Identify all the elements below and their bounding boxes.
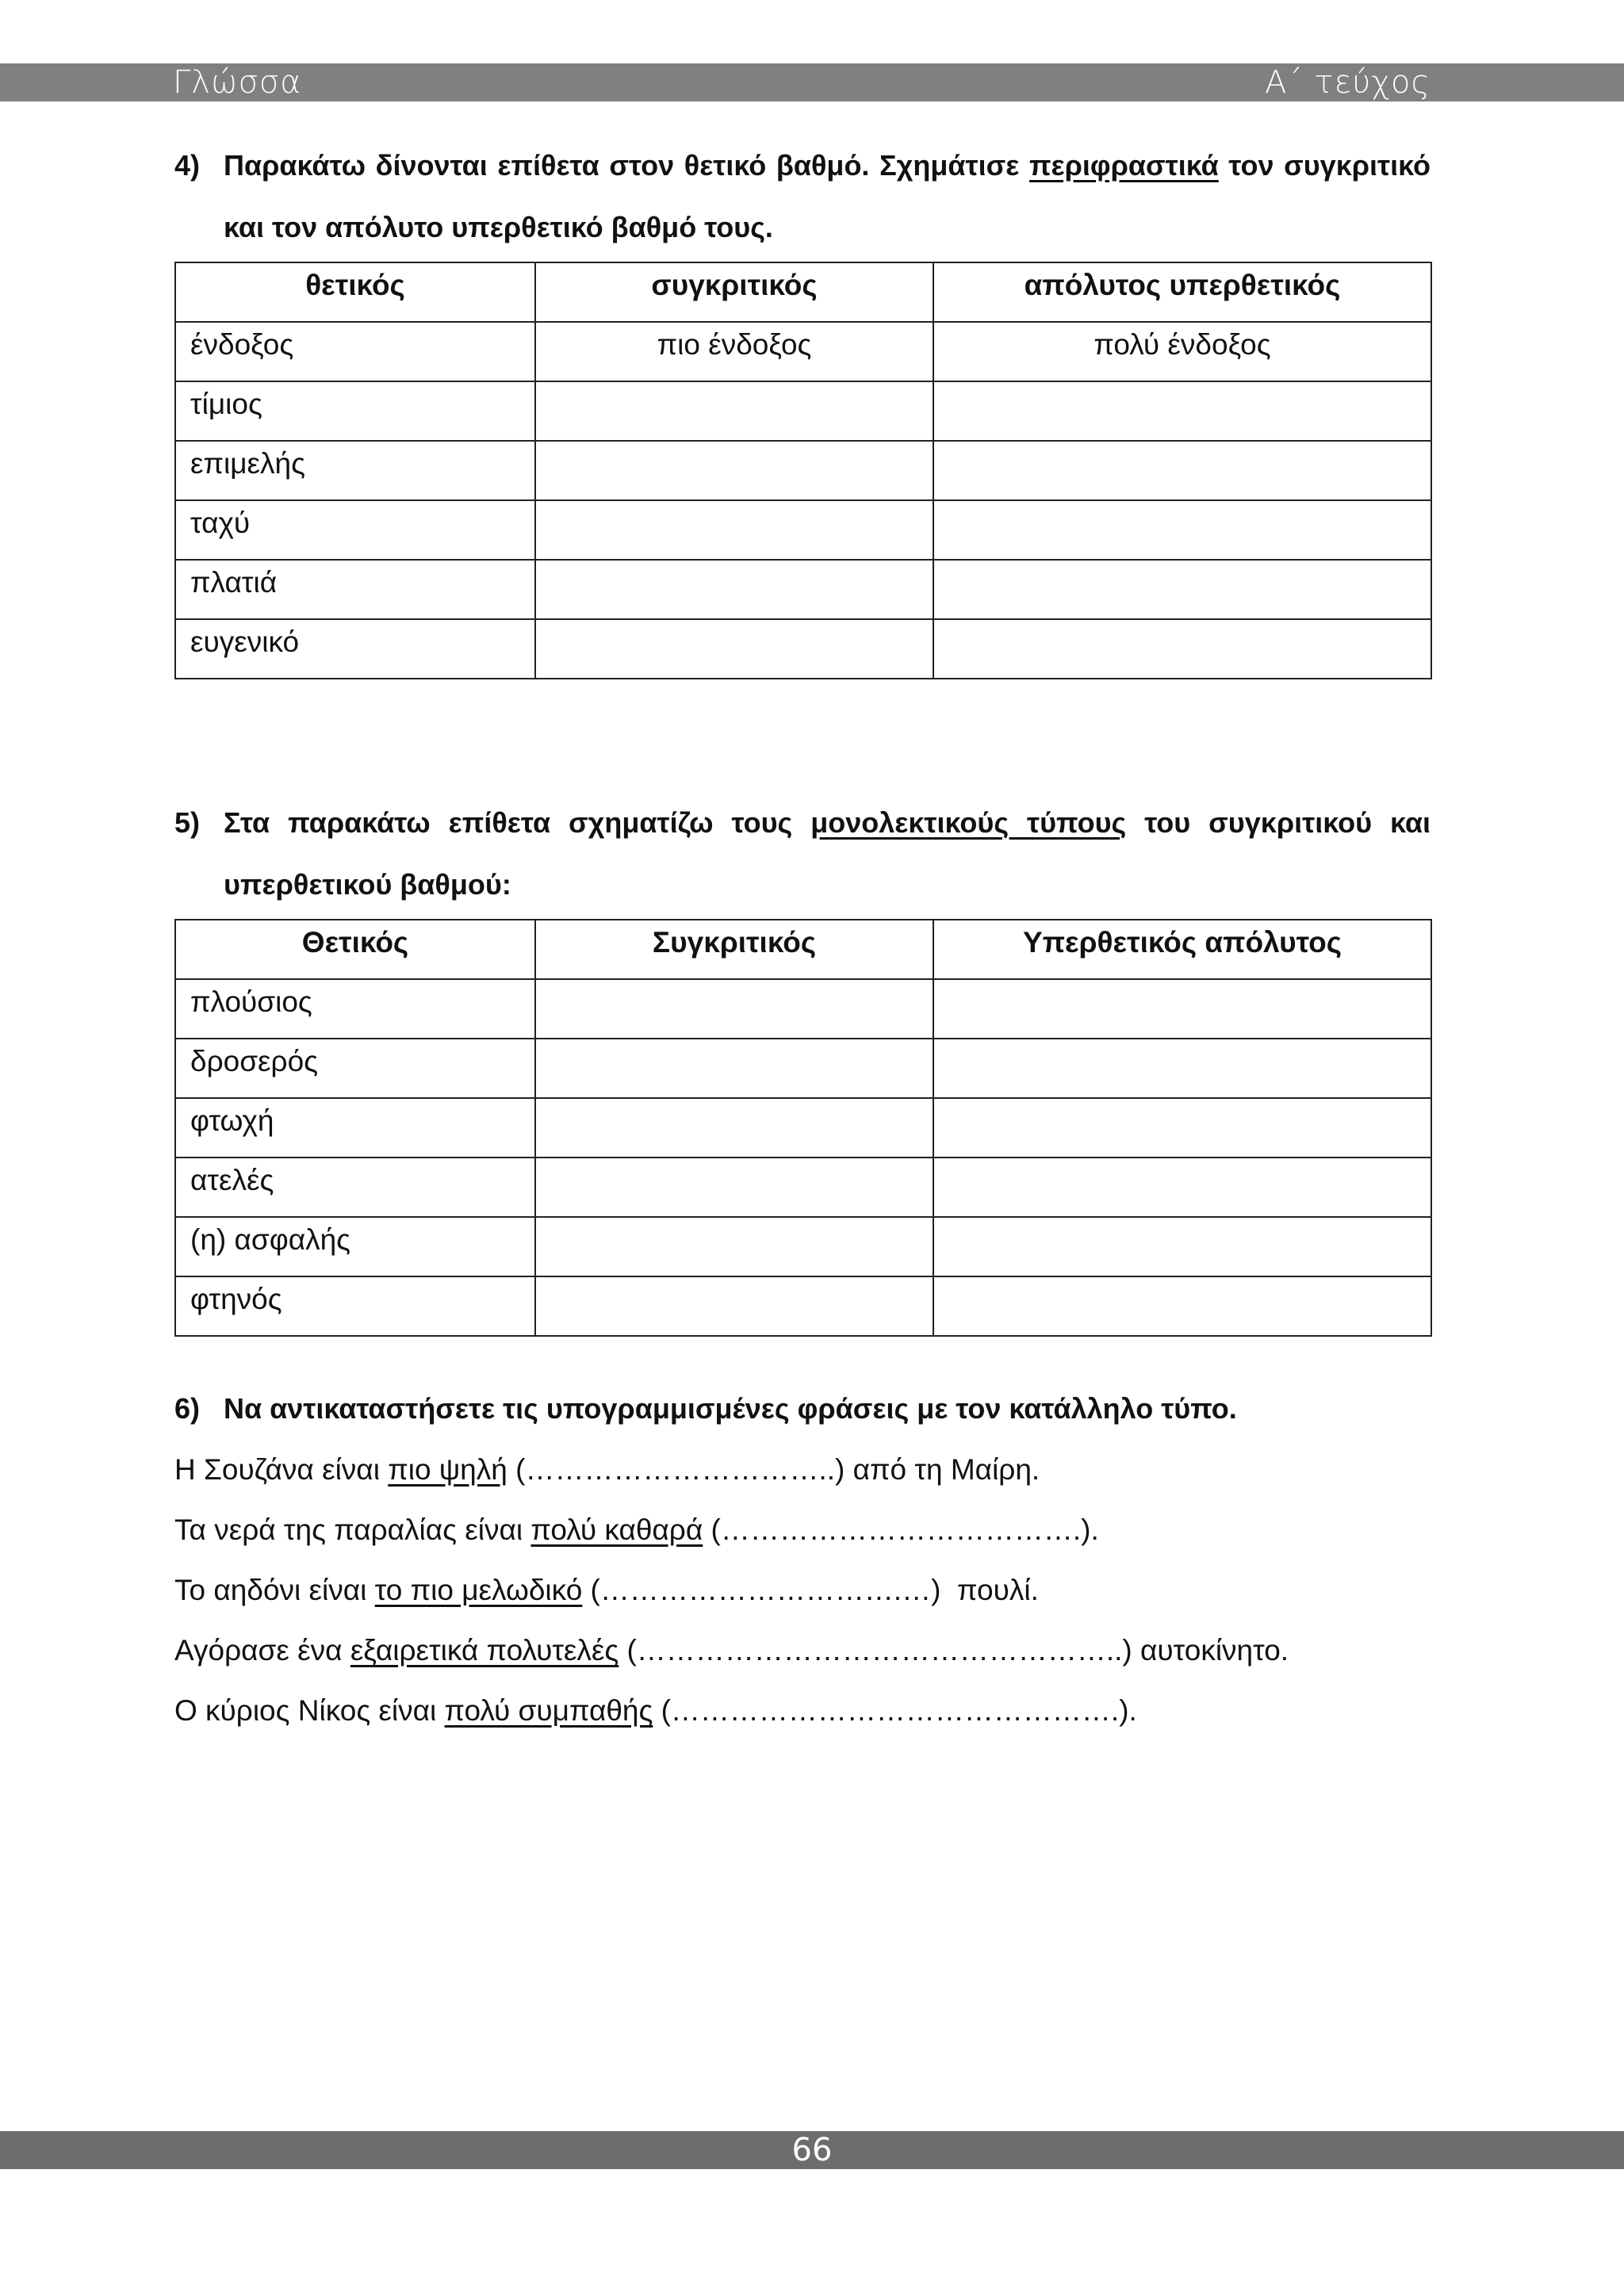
table-row: [175, 979, 1431, 1039]
periphrastic-degrees-table: [174, 262, 1432, 679]
positive-cell: επιμελής: [175, 441, 535, 500]
positive-cell: δροσερός: [175, 1039, 535, 1098]
superlative-answer-cell[interactable]: [933, 560, 1431, 619]
question-text-part: Παρακάτω δίνονται επίθετα στον θετικό βαθμό. Σχημάτισε: [224, 149, 1029, 182]
table-row: [175, 441, 1431, 500]
question-5: [174, 792, 1431, 1337]
table-header-row: [175, 920, 1431, 979]
table-row: [175, 381, 1431, 441]
comparative-answer-cell[interactable]: [535, 500, 933, 560]
comparative-answer-cell[interactable]: [535, 560, 933, 619]
table-row: [175, 619, 1431, 679]
comparative-answer-cell[interactable]: [535, 1039, 933, 1098]
comparative-answer-cell[interactable]: [535, 1158, 933, 1217]
superlative-answer-cell[interactable]: [933, 500, 1431, 560]
comparative-cell: πιο ένδοξος: [535, 322, 933, 381]
fill-in-sentence: [174, 1560, 1431, 1621]
column-header: συγκριτικός: [535, 262, 933, 322]
superlative-answer-cell[interactable]: [933, 1217, 1431, 1276]
question-6: [174, 1378, 1431, 1741]
question-number: 6): [174, 1392, 201, 1425]
question-6-heading: [174, 1378, 1431, 1440]
answer-blank[interactable]: (…………………………..) από τη Μαίρη.: [507, 1453, 1040, 1486]
superlative-answer-cell[interactable]: [933, 1158, 1431, 1217]
superlative-answer-cell[interactable]: [933, 619, 1431, 679]
worksheet-content: [174, 135, 1431, 1741]
sentence-text: Τα νερά της παραλίας είναι: [174, 1513, 531, 1546]
answer-blank[interactable]: (…………………………………………..) αυτοκίνητο.: [619, 1634, 1289, 1667]
question-4: [174, 135, 1431, 679]
question-5-heading: [174, 792, 1431, 916]
sentence-text: Ο κύριος Νίκος είναι: [174, 1694, 445, 1727]
positive-cell: πλατιά: [175, 560, 535, 619]
question-text-part: Στα παρακάτω επίθετα σχηματίζω τους: [224, 806, 811, 839]
table-row: [175, 1276, 1431, 1336]
fill-in-sentence: [174, 1681, 1431, 1741]
comparative-answer-cell[interactable]: [535, 979, 933, 1039]
superlative-answer-cell[interactable]: [933, 381, 1431, 441]
question-text: [224, 792, 1431, 916]
positive-cell: ένδοξος: [175, 322, 535, 381]
header-volume: Α΄ τεύχος: [1265, 64, 1431, 101]
answer-blank[interactable]: (……………………………….).: [703, 1513, 1099, 1546]
page-number: 66: [791, 2132, 833, 2168]
table-row: [175, 560, 1431, 619]
underlined-phrase: εξαιρετικά πολυτελές: [350, 1634, 619, 1667]
column-header: θετικός: [175, 262, 535, 322]
header-subject: Γλώσσα: [173, 64, 302, 101]
underlined-phrase: πιο ψηλή: [388, 1453, 508, 1486]
sentence-text: Η Σουζάνα είναι: [174, 1453, 389, 1486]
table-row: [175, 322, 1431, 381]
table-header-row: [175, 262, 1431, 322]
column-header: Θετικός: [175, 920, 535, 979]
superlative-answer-cell[interactable]: [933, 441, 1431, 500]
question-text-part: τον συγκριτικό και τον απόλυτο υπερθετικό βαθμό τους.: [224, 149, 1431, 243]
question-text-underlined: μονολεκτικούς τύπους: [810, 806, 1127, 839]
positive-cell: τίμιος: [175, 381, 535, 441]
table-row: [175, 1217, 1431, 1276]
positive-cell: ατελές: [175, 1158, 535, 1217]
comparative-answer-cell[interactable]: [535, 1217, 933, 1276]
superlative-answer-cell[interactable]: [933, 1276, 1431, 1336]
fill-in-sentence: [174, 1440, 1431, 1500]
positive-cell: ταχύ: [175, 500, 535, 560]
fill-in-sentence: [174, 1500, 1431, 1560]
question-number: 4): [174, 149, 201, 182]
positive-cell: (η) ασφαλής: [175, 1217, 535, 1276]
column-header: Συγκριτικός: [535, 920, 933, 979]
superlative-answer-cell[interactable]: [933, 979, 1431, 1039]
comparative-answer-cell[interactable]: [535, 1276, 933, 1336]
superlative-cell: πολύ ένδοξος: [933, 322, 1431, 381]
comparative-answer-cell[interactable]: [535, 441, 933, 500]
underlined-phrase: το πιο μελωδικό: [374, 1574, 583, 1606]
underlined-phrase: πολύ καθαρά: [530, 1513, 703, 1546]
question-text: [224, 135, 1431, 258]
positive-cell: φτηνός: [175, 1276, 535, 1336]
answer-blank[interactable]: (……………………………………….).: [653, 1694, 1137, 1727]
answer-blank[interactable]: (………………………….…) πουλί.: [582, 1574, 1039, 1606]
page-header: [0, 63, 1624, 101]
comparative-answer-cell[interactable]: [535, 619, 933, 679]
sentence-text: Το αηδόνι είναι: [174, 1574, 375, 1606]
column-header: Υπερθετικός απόλυτος: [933, 920, 1431, 979]
table-row: [175, 1039, 1431, 1098]
question-number: 5): [174, 806, 201, 839]
table-row: [175, 500, 1431, 560]
superlative-answer-cell[interactable]: [933, 1039, 1431, 1098]
underlined-phrase: πολύ συμπαθής: [444, 1694, 653, 1727]
page-footer: [0, 2131, 1624, 2169]
question-4-heading: [174, 135, 1431, 258]
comparative-answer-cell[interactable]: [535, 381, 933, 441]
fill-in-sentence: [174, 1621, 1431, 1681]
column-header: απόλυτος υπερθετικός: [933, 262, 1431, 322]
comparative-answer-cell[interactable]: [535, 1098, 933, 1158]
question-text: Να αντικαταστήσετε τις υπογραμμισμένες φράσεις με τον κατάλληλο τύπο.: [224, 1392, 1237, 1425]
superlative-answer-cell[interactable]: [933, 1098, 1431, 1158]
sentence-text: Αγόρασε ένα: [174, 1634, 350, 1667]
single-word-degrees-table: [174, 919, 1432, 1337]
question-text-part: του συγκριτικού και υπερθετικού βαθμού:: [224, 806, 1431, 901]
question-text-underlined: περιφραστικά: [1028, 149, 1219, 182]
table-row: [175, 1098, 1431, 1158]
positive-cell: πλούσιος: [175, 979, 535, 1039]
table-row: [175, 1158, 1431, 1217]
positive-cell: φτωχή: [175, 1098, 535, 1158]
positive-cell: ευγενικό: [175, 619, 535, 679]
